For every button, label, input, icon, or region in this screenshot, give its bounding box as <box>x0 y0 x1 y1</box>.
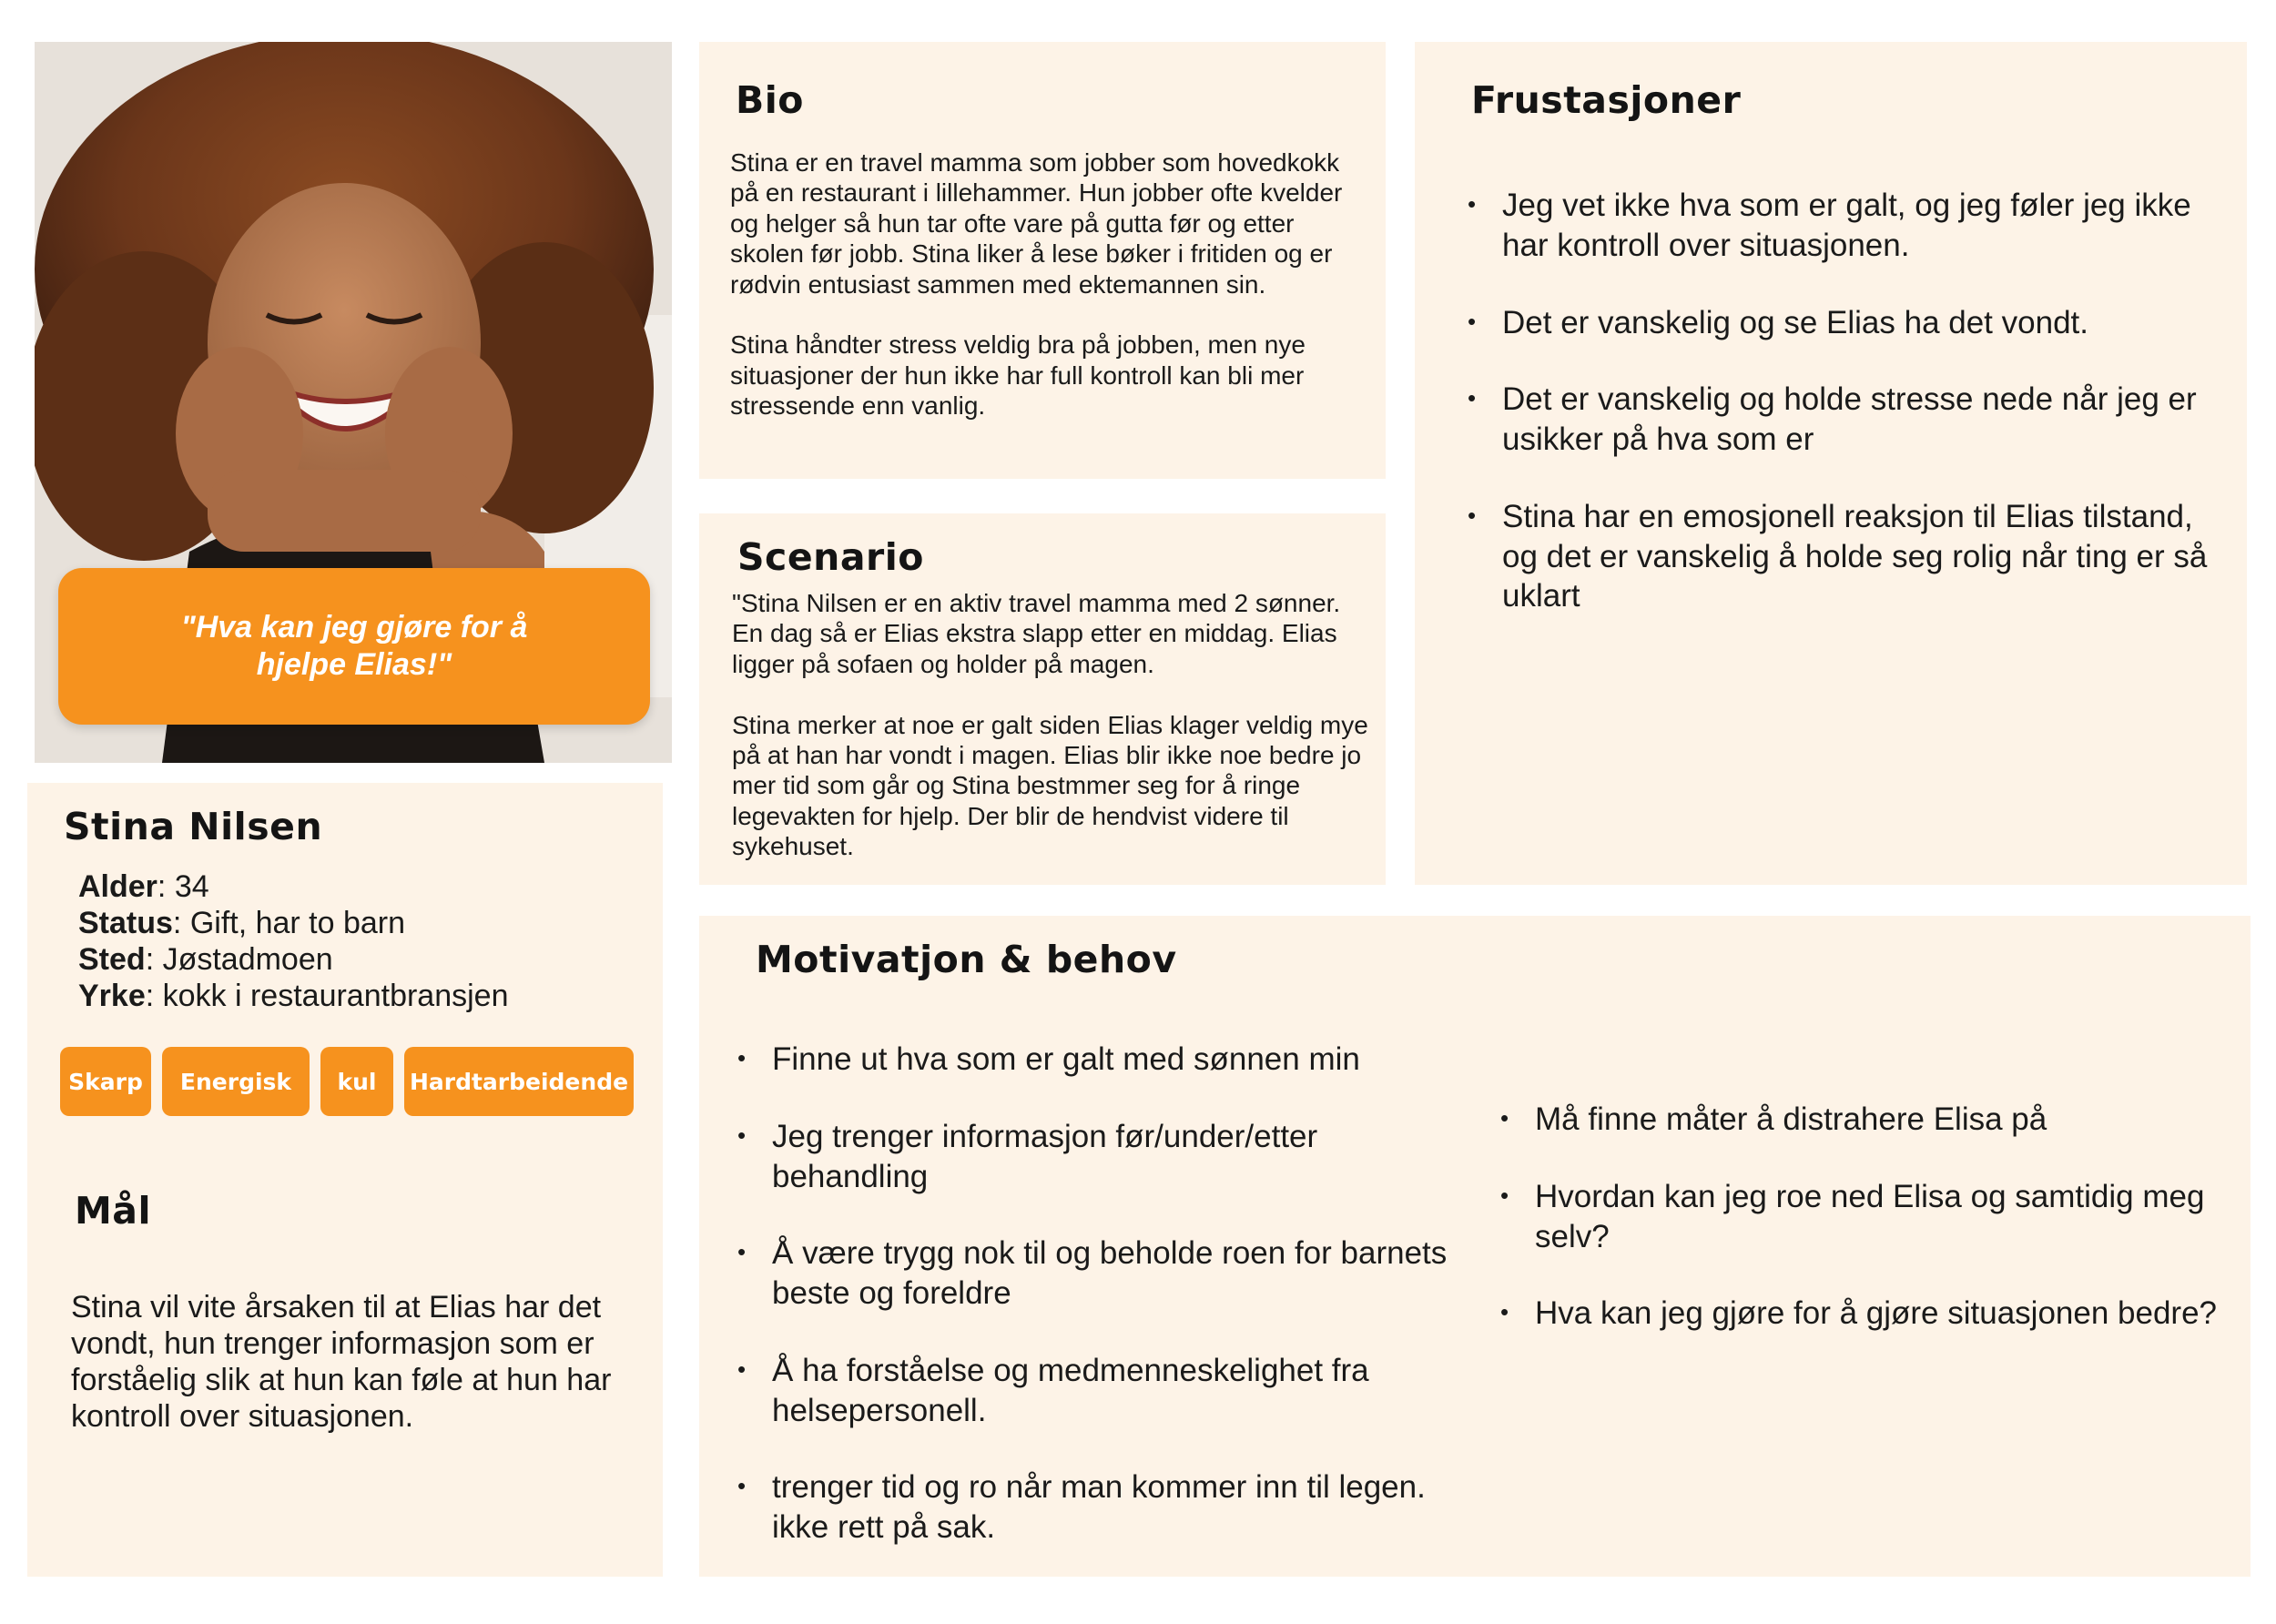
persona-details <box>78 868 509 1014</box>
persona-photo <box>35 42 672 763</box>
list-item: • Å være trygg nok til og beholde roen for barnets beste og foreldre <box>737 1233 1448 1314</box>
scenario-text: "Stina Nilsen er en aktiv travel mamma med 2 sønner. En dag så er Elias ekstra slapp etter en middag. Elias ligger på sofaen og holder på magen. Stina merker at noe er galt siden Elias klager veldig mye på at han har vondt i magen. Elias blir ikke noe bedre jo mer tid som går og Stina bestmmer seg for å ringe legevakten for hjelp. Der blir de hendvist videre til sykehuset. <box>732 589 1368 861</box>
tag-chip: Energisk <box>162 1047 310 1116</box>
frustrations-heading: Frustasjoner <box>1471 78 1742 122</box>
detail-occupation <box>78 978 509 1014</box>
tag-chip: kul <box>320 1047 393 1116</box>
detail-age <box>78 868 509 905</box>
motivation-list-right <box>1500 1100 2229 1371</box>
motivation-list-left <box>737 1040 1448 1585</box>
list-item: • Hvordan kan jeg roe ned Elisa og samtidig meg selv? <box>1500 1177 2229 1257</box>
bio-text: Stina er en travel mamma som jobber som hovedkokk på en restaurant i lillehammer. Hun jobber ofte kvelder og helger så hun tar ofte vare på gutta før og etter skolen før jobb. Stina liker å lese bøker i fritiden og er rødvin entusiast sammen med ektemannen sin. Stina håndter stress veldig bra på jobben, men nye situasjoner der hun ikke har full kontroll kan bli mer stressende enn vanlig. <box>730 148 1343 421</box>
tag-chip: Skarp <box>60 1047 151 1116</box>
detail-label: Sted <box>78 942 146 977</box>
persona-name: Stina Nilsen <box>64 805 323 848</box>
detail-location <box>78 941 509 978</box>
scenario-card <box>699 513 1386 885</box>
motivation-heading: Motivatjon & behov <box>756 938 1177 981</box>
list-item: • Å ha forståelse og medmenneskelighet fra helsepersonell. <box>737 1351 1448 1431</box>
list-item: • Jeg trenger informasjon før/under/etter behandling <box>737 1117 1448 1197</box>
scenario-heading: Scenario <box>737 535 924 579</box>
list-item: • trenger tid og ro når man kommer inn til legen. ikke rett på sak. <box>737 1467 1448 1548</box>
detail-value: : 34 <box>157 869 209 904</box>
list-item: • Jeg vet ikke hva som er galt, og jeg føler jeg ikke har kontroll over situasjonen. <box>1468 186 2223 266</box>
list-item: • Stina har en emosjonell reaksjon til Elias tilstand, og det er vanskelig å holde seg rolig når ting er så uklart <box>1468 497 2223 616</box>
list-item: • Finne ut hva som er galt med sønnen min <box>737 1040 1448 1080</box>
detail-label: Alder <box>78 869 157 904</box>
tag-chip: Hardtarbeidende <box>404 1047 634 1116</box>
list-item: • Hva kan jeg gjøre for å gjøre situasjonen bedre? <box>1500 1294 2229 1334</box>
motivation-card <box>699 916 2251 1577</box>
detail-value: : kokk i restaurantbransjen <box>145 979 509 1013</box>
profile-card <box>27 783 663 1577</box>
list-item: • Det er vanskelig og se Elias ha det vondt. <box>1468 303 2223 343</box>
list-item: • Må finne måter å distrahere Elisa på <box>1500 1100 2229 1140</box>
goal-heading: Mål <box>75 1189 152 1233</box>
frustrations-card <box>1415 42 2247 885</box>
bio-heading: Bio <box>736 78 804 122</box>
detail-label: Status <box>78 906 173 940</box>
list-item: • Det er vanskelig og holde stresse nede når jeg er usikker på hva som er <box>1468 380 2223 460</box>
goal-text: Stina vil vite årsaken til at Elias har det vondt, hun trenger informasjon som er forståelig slik at hun kan føle at hun har kontroll over situasjonen. <box>71 1290 612 1434</box>
personality-tags <box>60 1047 634 1116</box>
detail-label: Yrke <box>78 979 146 1013</box>
frustrations-list <box>1468 186 2223 654</box>
detail-status <box>78 905 509 941</box>
detail-value: : Gift, har to barn <box>172 906 406 940</box>
persona-quote-bubble: "Hva kan jeg gjøre for å hjelpe Elias!" <box>58 568 650 725</box>
bio-card <box>699 42 1386 479</box>
detail-value: : Jøstadmoen <box>145 942 333 977</box>
